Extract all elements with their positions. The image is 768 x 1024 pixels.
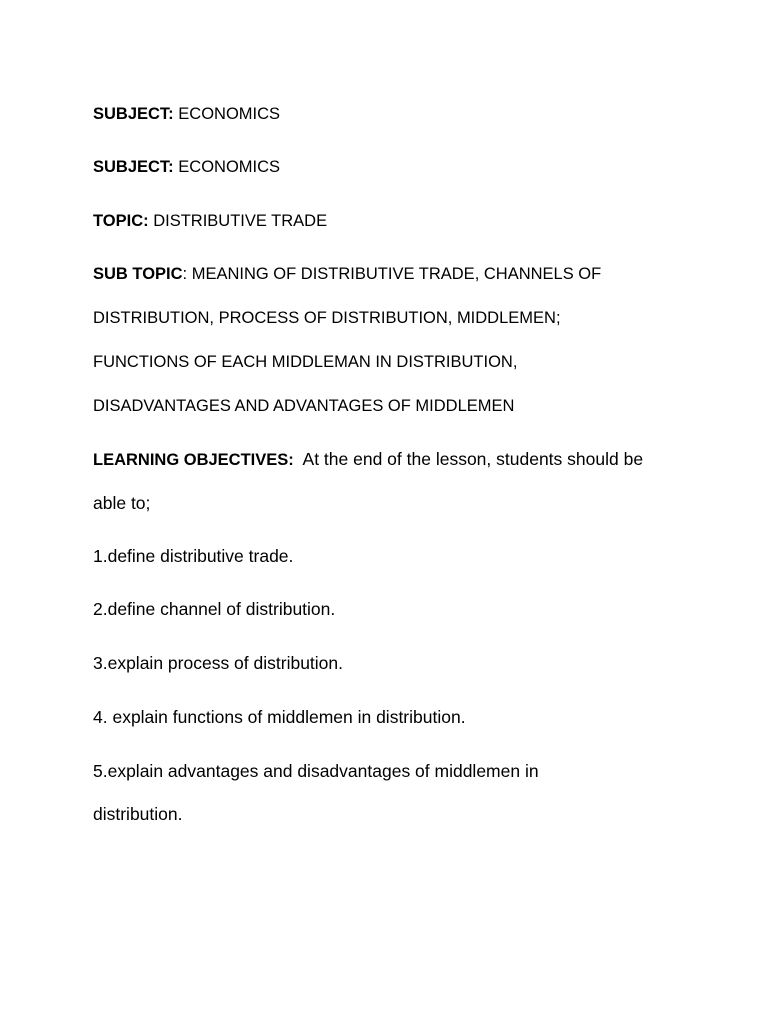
subject-line-2 (93, 157, 280, 177)
subject-label: SUBJECT: (93, 158, 174, 176)
sub-topic-line-2: DISTRIBUTION, PROCESS OF DISTRIBUTION, MIDDLEMEN; (93, 309, 561, 327)
objective-item: 4. explain functions of middlemen in distribution. (93, 707, 466, 727)
sub-topic-line-1 (93, 264, 601, 284)
subject-label: SUBJECT: (93, 105, 174, 123)
objective-item: 1.define distributive trade. (93, 546, 294, 566)
sub-topic-label: SUB TOPIC (93, 265, 183, 283)
learning-objectives-label: LEARNING OBJECTIVES: (93, 451, 294, 469)
objective-item-continuation: distribution. (93, 804, 183, 824)
objective-item: 2.define channel of distribution. (93, 599, 336, 619)
subject-value: ECONOMICS (173, 105, 281, 123)
objective-item: 3.explain process of distribution. (93, 653, 343, 673)
topic-label: TOPIC: (93, 212, 149, 230)
learning-objectives-line-2: able to; (93, 493, 151, 513)
learning-objectives-text: At the end of the lesson, students should be (293, 449, 644, 469)
topic-line (93, 211, 327, 231)
objective-item: 5.explain advantages and disadvantages of middlemen in (93, 761, 539, 781)
topic-value: DISTRIBUTIVE TRADE (148, 212, 328, 230)
sub-topic-line-3: FUNCTIONS OF EACH MIDDLEMAN IN DISTRIBUTION, (93, 353, 518, 371)
learning-objectives-line-1 (93, 449, 643, 470)
subject-line-1 (93, 104, 280, 124)
sub-topic-line-4: DISADVANTAGES AND ADVANTAGES OF MIDDLEMEN (93, 397, 515, 415)
subject-value: ECONOMICS (173, 158, 281, 176)
sub-topic-text: : MEANING OF DISTRIBUTIVE TRADE, CHANNELS OF (182, 265, 602, 283)
